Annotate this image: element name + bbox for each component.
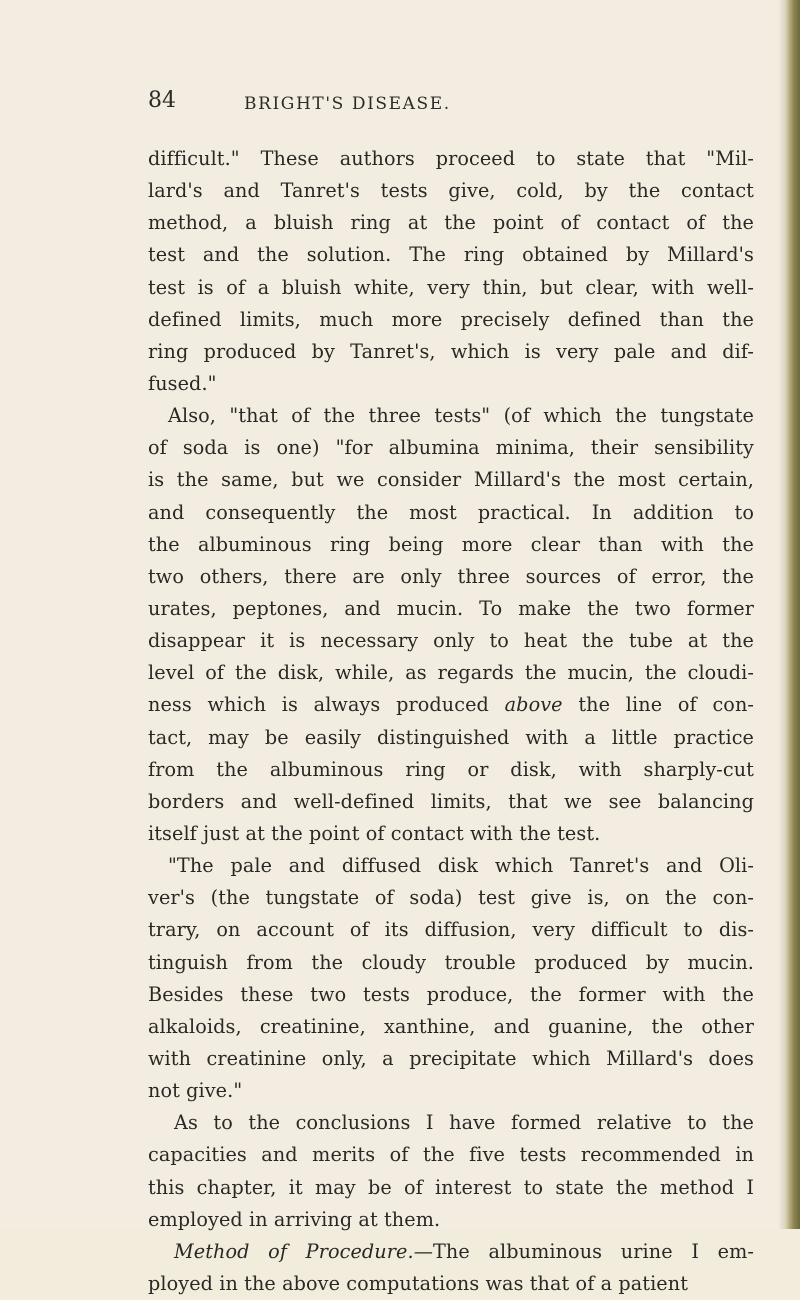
text-line-mixed: [148, 1236, 754, 1268]
text-line: of soda is one) "for albumina minima, their sensibility: [148, 436, 754, 460]
text-line: this chapter, it may be of interest to state the method I: [148, 1175, 754, 1199]
page-number: 84: [148, 88, 176, 113]
text-line: "The pale and diffused disk which Tanret's and Oli-: [168, 854, 754, 878]
text-line: tinguish from the cloudy trouble produced by mucin.: [148, 950, 754, 974]
page-header: [148, 84, 748, 118]
binding-shadow: [778, 0, 786, 1229]
text-line: is the same, but we consider Millard's the most certain,: [148, 468, 754, 492]
text-line: ployed in the above computations was that of a patient: [148, 1271, 689, 1295]
text-line: disappear it is necessary only to heat the tube at the: [148, 629, 754, 653]
text-line: with creatinine only, a precipitate which Millard's does: [148, 1046, 754, 1070]
running-head: BRIGHT'S DISEASE.: [244, 94, 451, 114]
text-line: ring produced by Tanret's, which is very pale and dif-: [148, 339, 754, 363]
text-line: fused.": [148, 371, 217, 395]
text-line: tact, may be easily distinguished with a little practice: [148, 725, 754, 749]
italic-word: above: [504, 693, 563, 717]
text-line: alkaloids, creatinine, xanthine, and guanine, the other: [148, 1014, 754, 1038]
page-edge: [786, 0, 800, 1229]
text-line: lard's and Tanret's tests give, cold, by the contact: [148, 179, 754, 203]
text-line: employed in arriving at them.: [148, 1207, 441, 1231]
text-line: method, a bluish ring at the point of contact of the: [148, 211, 754, 235]
text-line: itself just at the point of contact with the test.: [148, 821, 601, 845]
text-segment: ness which is always produced: [148, 693, 489, 717]
text-line: test and the solution. The ring obtained by Millard's: [148, 243, 754, 267]
text-line: urates, peptones, and mucin. To make the two former: [148, 596, 754, 620]
text-line: capacities and merits of the five tests recommended in: [148, 1143, 754, 1167]
text-line: difficult." These authors proceed to state that "Mil-: [148, 147, 754, 170]
section-heading-italic: Method of Procedure.: [174, 1239, 414, 1263]
text-line: not give.": [148, 1079, 243, 1103]
text-line: Also, "that of the three tests" (of which the tungstate: [168, 404, 754, 428]
text-line: the albuminous ring being more clear than with the: [148, 532, 754, 556]
text-segment: —The albuminous urine I em-: [413, 1239, 754, 1263]
text-line: As to the conclusions I have formed relative to the: [174, 1111, 754, 1135]
text-line-mixed: [148, 689, 754, 721]
text-line: borders and well-defined limits, that we see balancing: [148, 789, 754, 813]
text-line: from the albuminous ring or disk, with sharply-cut: [148, 757, 754, 781]
body-text: [148, 143, 754, 1300]
text-line: level of the disk, while, as regards the mucin, the cloudi-: [148, 661, 754, 685]
text-line: and consequently the most practical. In addition to: [148, 500, 754, 524]
text-segment: the line of con-: [578, 693, 754, 717]
text-line: two others, there are only three sources of error, the: [148, 564, 754, 588]
text-line: test is of a bluish white, very thin, but clear, with well-: [148, 275, 754, 299]
text-line: ver's (the tungstate of soda) test give is, on the con-: [148, 886, 754, 910]
text-line: Besides these two tests produce, the former with the: [148, 982, 754, 1006]
text-line: trary, on account of its diffusion, very difficult to dis-: [148, 918, 754, 942]
text-line: defined limits, much more precisely defined than the: [148, 307, 754, 331]
